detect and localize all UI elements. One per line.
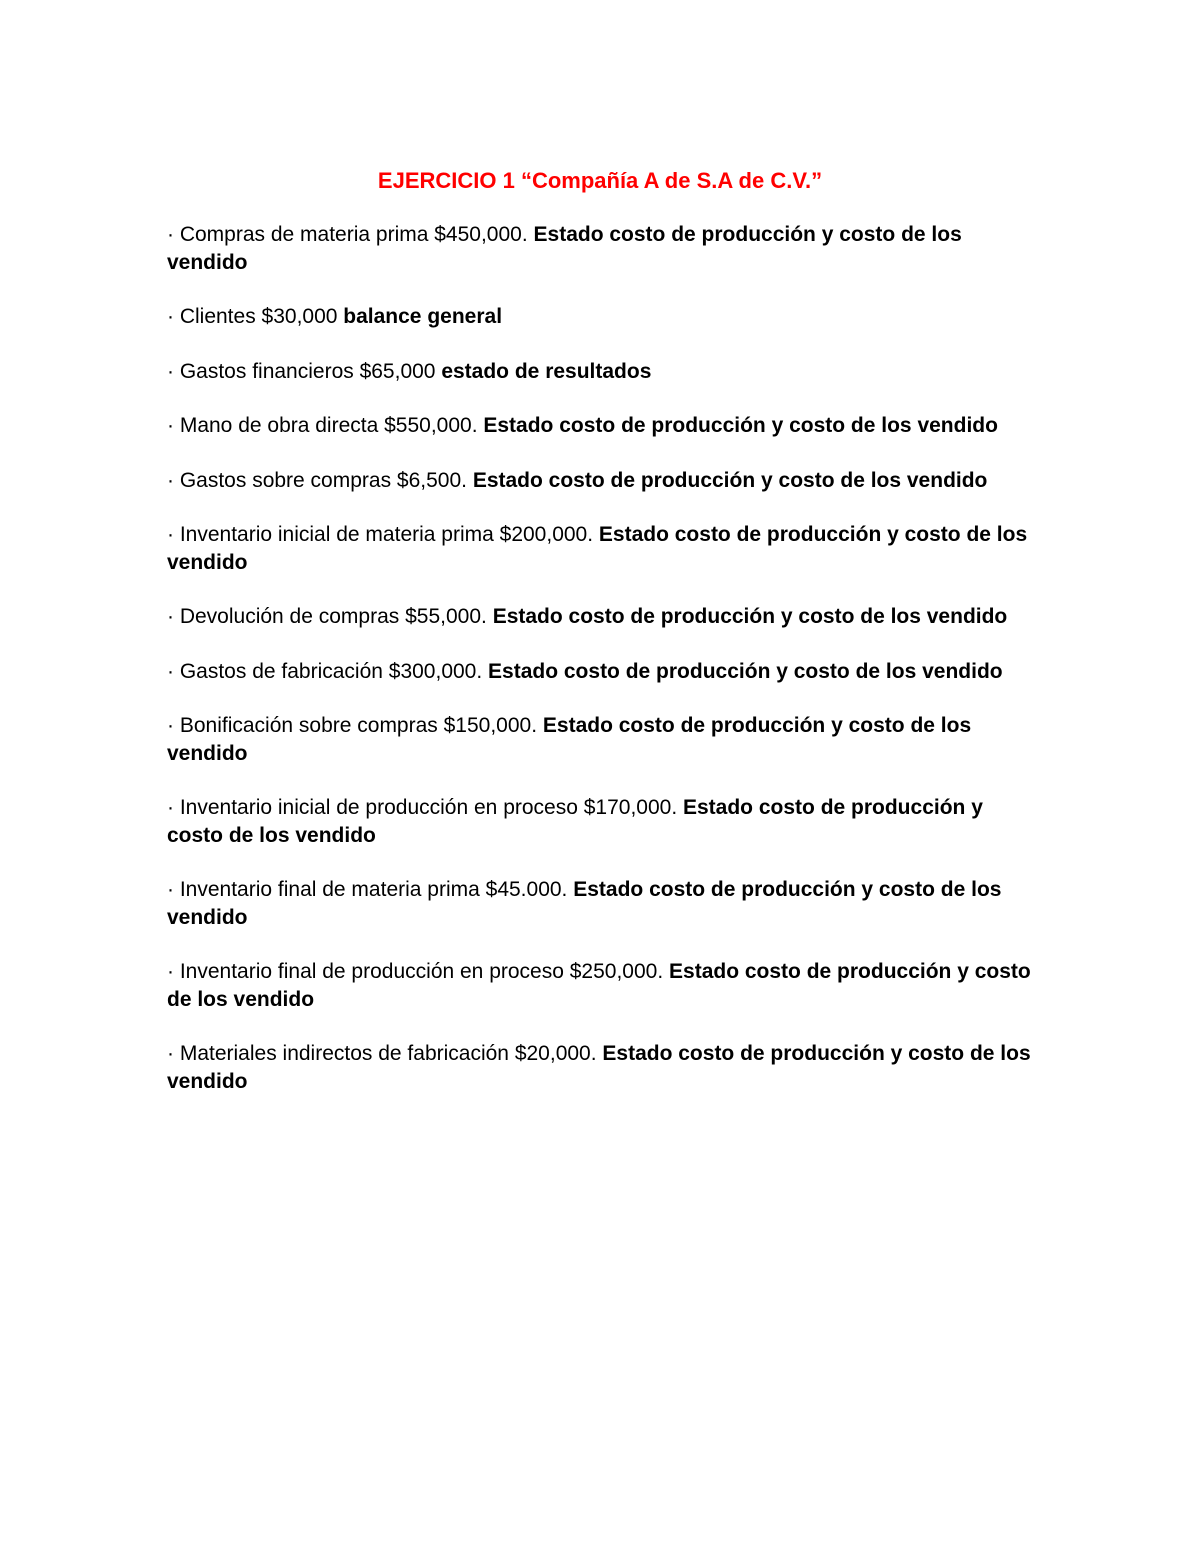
item-description: · Compras de materia prima $450,000. <box>167 223 534 246</box>
item-statement: balance general <box>343 305 503 328</box>
item-statement: estado de resultados <box>441 359 652 383</box>
list-item <box>167 467 1037 495</box>
item-description: · Mano de obra directa $550,000. <box>167 414 484 437</box>
item-description: · Gastos financieros $65,000 <box>167 359 442 383</box>
item-description: · Gastos sobre compras $6,500. <box>167 468 473 492</box>
item-description: · Inventario inicial de materia prima $200,000. <box>167 523 599 546</box>
item-list <box>167 221 1037 1122</box>
list-item <box>167 958 1037 1013</box>
item-description: · Inventario final de materia prima $45.000. <box>167 878 574 901</box>
item-description: · Clientes $30,000 <box>167 305 344 328</box>
item-description: · Inventario final de producción en proceso $250,000. <box>167 960 670 983</box>
item-statement: Estado costo de producción y costo de los vendido <box>167 523 1028 574</box>
item-statement: Estado costo de producción y costo de los vendido <box>167 796 983 847</box>
list-item <box>167 303 1037 331</box>
item-statement: Estado costo de producción y costo de los vendido <box>167 878 1002 929</box>
list-item <box>167 412 1037 440</box>
item-description: · Gastos de fabricación $300,000. <box>167 659 489 683</box>
list-item <box>167 876 1037 931</box>
item-statement: Estado costo de producción y costo de los vendido <box>167 714 972 765</box>
list-item <box>167 794 1037 849</box>
list-item <box>167 603 1037 631</box>
item-description: · Materiales indirectos de fabricación $20,000. <box>167 1042 603 1065</box>
item-statement: Estado costo de producción y costo de los vendido <box>167 1042 1031 1093</box>
list-item <box>167 712 1037 767</box>
item-statement: Estado costo de producción y costo de los vendido <box>488 659 1003 683</box>
list-item <box>167 358 1037 386</box>
list-item <box>167 1040 1037 1095</box>
item-description: · Inventario inicial de producción en proceso $170,000. <box>167 796 683 819</box>
list-item <box>167 658 1037 686</box>
list-item <box>167 521 1037 576</box>
item-statement: Estado costo de producción y costo de los vendido <box>167 223 962 274</box>
item-statement: Estado costo de producción y costo de los vendido <box>492 605 1008 628</box>
item-description: · Bonificación sobre compras $150,000. <box>167 714 543 737</box>
item-description: · Devolución de compras $55,000. <box>167 605 493 628</box>
document-title: EJERCICIO 1 “Compañía A de S.A de C.V.” <box>377 168 823 193</box>
item-statement: Estado costo de producción y costo de los vendido <box>472 468 988 492</box>
list-item <box>167 221 1037 276</box>
item-statement: Estado costo de producción y costo de los vendido <box>167 960 1031 1011</box>
item-statement: Estado costo de producción y costo de los vendido <box>483 414 998 437</box>
